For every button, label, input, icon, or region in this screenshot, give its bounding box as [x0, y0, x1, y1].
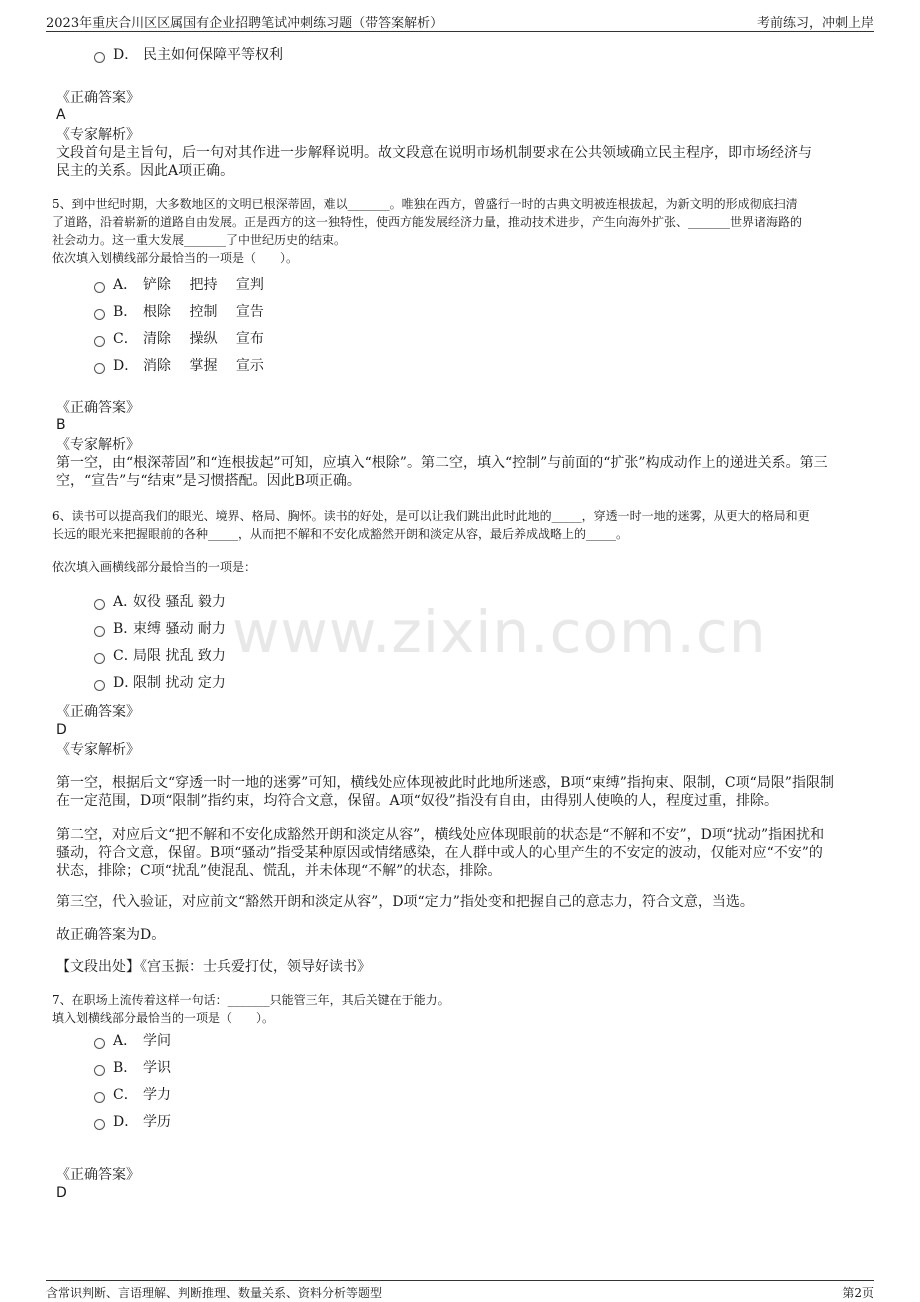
q7-option-b[interactable]: B． 学识	[94, 1058, 171, 1078]
q5-stem: 5、到中世纪时期，大多数地区的文明已根深蒂固，难以_______。唯独在西方，曾盛行一时的古典文明被连根拔起，为新文明的形成彻底扫清 了道路，沿着崭新的道路自由发展。正是西方的这一独特性，使西方能发展经济力量，推动技术进步，产生向海外扩张、_______世界诸海路的 社会动力。这一重大发展_______了中世纪历史的结束。 依次填入划横线部分最恰当的一项是（ ）。	[52, 197, 803, 265]
q6-analysis-p1: 第一空，根据后文“穿透一时一地的迷雾”可知，横线处应体现被此时此地所迷惑，B项“束缚”指拘束、限制，C项“局限”指限制 在一定范围，D项“限制”指约束，均符合文意，保留。A项“奴役”指没有自由，由得别人使唤的人，程度过重，排除。	[56, 775, 834, 809]
q6-option-d[interactable]: D．限制 扰动 定力	[94, 673, 226, 693]
q6-option-c[interactable]: C．局限 扰乱 致力	[94, 646, 226, 666]
q4-correct-label: 《正确答案》	[56, 90, 140, 106]
page-header	[46, 12, 874, 32]
q4-option-d[interactable]: D． 民主如何保障平等权利	[94, 45, 283, 65]
radio-icon[interactable]	[94, 626, 105, 637]
q6-analysis-p4: 故正确答案为D。	[56, 927, 166, 943]
q4-analysis: 文段首句是主旨句，后一句对其作进一步解释说明。故文段意在说明市场机制要求在公共领域确立民主程序，即市场经济与 民主的关系。因此A项正确。	[56, 145, 812, 179]
radio-icon[interactable]	[94, 363, 105, 374]
q6-option-b[interactable]: B．束缚 骚动 耐力	[94, 619, 226, 639]
q4-expert-label: 《专家解析》	[56, 127, 140, 143]
radio-icon[interactable]	[94, 1119, 105, 1130]
page-footer	[46, 1280, 874, 1300]
q5-option-b[interactable]: B． 根除 控制 宣告	[94, 302, 264, 322]
q5-answer: B	[56, 417, 66, 433]
radio-icon[interactable]	[94, 282, 105, 293]
radio-icon[interactable]	[94, 1038, 105, 1049]
q7-correct-label: 《正确答案》	[56, 1167, 140, 1183]
radio-icon[interactable]	[94, 653, 105, 664]
q7-option-d[interactable]: D． 学历	[94, 1112, 171, 1132]
q6-source: 【文段出处】《宫玉振：士兵爱打仗，领导好读书》	[56, 959, 371, 975]
header-slogan: 考前练习，冲刺上岸	[756, 16, 874, 31]
q6-correct-label: 《正确答案》	[56, 704, 140, 720]
header-title: 2023年重庆合川区区属国有企业招聘笔试冲刺练习题（带答案解析）	[46, 16, 444, 31]
q5-option-a[interactable]: A． 铲除 把持 宣判	[94, 275, 264, 295]
q6-stem: 6、读书可以提高我们的眼光、境界、格局、胸怀。读书的好处，是可以让我们跳出此时此地的_____，穿透一时一地的迷雾，从更大的格局和更 长远的眼光来把握眼前的各种_____，从而把不解和不安化成豁然开朗和淡定从容，最后养成战略上的_____。	[52, 509, 810, 541]
radio-icon[interactable]	[94, 1092, 105, 1103]
radio-icon[interactable]	[94, 52, 105, 63]
radio-icon[interactable]	[94, 599, 105, 610]
q7-option-a[interactable]: A． 学问	[94, 1031, 171, 1051]
page-number: 第2页	[842, 1286, 874, 1300]
q6-answer: D	[56, 722, 67, 738]
q6-analysis-p3: 第三空，代入验证，对应前文“豁然开朗和淡定从容”，D项“定力”指处变和把握自己的意志力，符合文意，当选。	[56, 894, 754, 910]
q6-analysis-p2: 第二空，对应后文“把不解和不安化成豁然开朗和淡定从容”，横线处应体现眼前的状态是“不解和不安”，D项“扰动”指困扰和 骚动，符合文意，保留。B项“骚动”指受某种原因或情绪感染，在人群中或人的心里产生的不安定的波动，仅能对应“不安”的 状态，排除；C项“扰乱”使混乱、慌乱，并未体现“不解”的状态，排除。	[56, 827, 825, 879]
q7-answer: D	[56, 1185, 67, 1201]
watermark: www.zixin.com.cn	[232, 598, 767, 666]
radio-icon[interactable]	[94, 336, 105, 347]
q4-answer: A	[56, 107, 66, 123]
footer-description: 含常识判断、言语理解、判断推理、数量关系、资料分析等题型	[46, 1286, 383, 1300]
q5-option-c[interactable]: C． 清除 操纵 宣布	[94, 329, 264, 349]
q6-expert-label: 《专家解析》	[56, 742, 140, 758]
q6-prompt: 依次填入画横线部分最恰当的一项是：	[52, 560, 257, 574]
radio-icon[interactable]	[94, 1065, 105, 1076]
q5-expert-label: 《专家解析》	[56, 437, 140, 453]
q5-correct-label: 《正确答案》	[56, 400, 140, 416]
q7-option-c[interactable]: C． 学力	[94, 1085, 171, 1105]
radio-icon[interactable]	[94, 680, 105, 691]
radio-icon[interactable]	[94, 309, 105, 320]
q7-stem: 7、在职场上流传着这样一句话：_______只能管三年，其后关键在于能力。 填入划横线部分最恰当的一项是（ ）。	[52, 993, 450, 1025]
q6-option-a[interactable]: A．奴役 骚乱 毅力	[94, 592, 226, 612]
q5-analysis: 第一空，由“根深蒂固”和“连根拔起”可知，应填入“根除”。第二空，填入“控制”与前面的“扩张”构成动作上的递进关系。第三 空，“宣告”与“结束”是习惯搭配。因此B项正确。	[56, 455, 828, 489]
q5-option-d[interactable]: D． 消除 掌握 宣示	[94, 356, 264, 376]
